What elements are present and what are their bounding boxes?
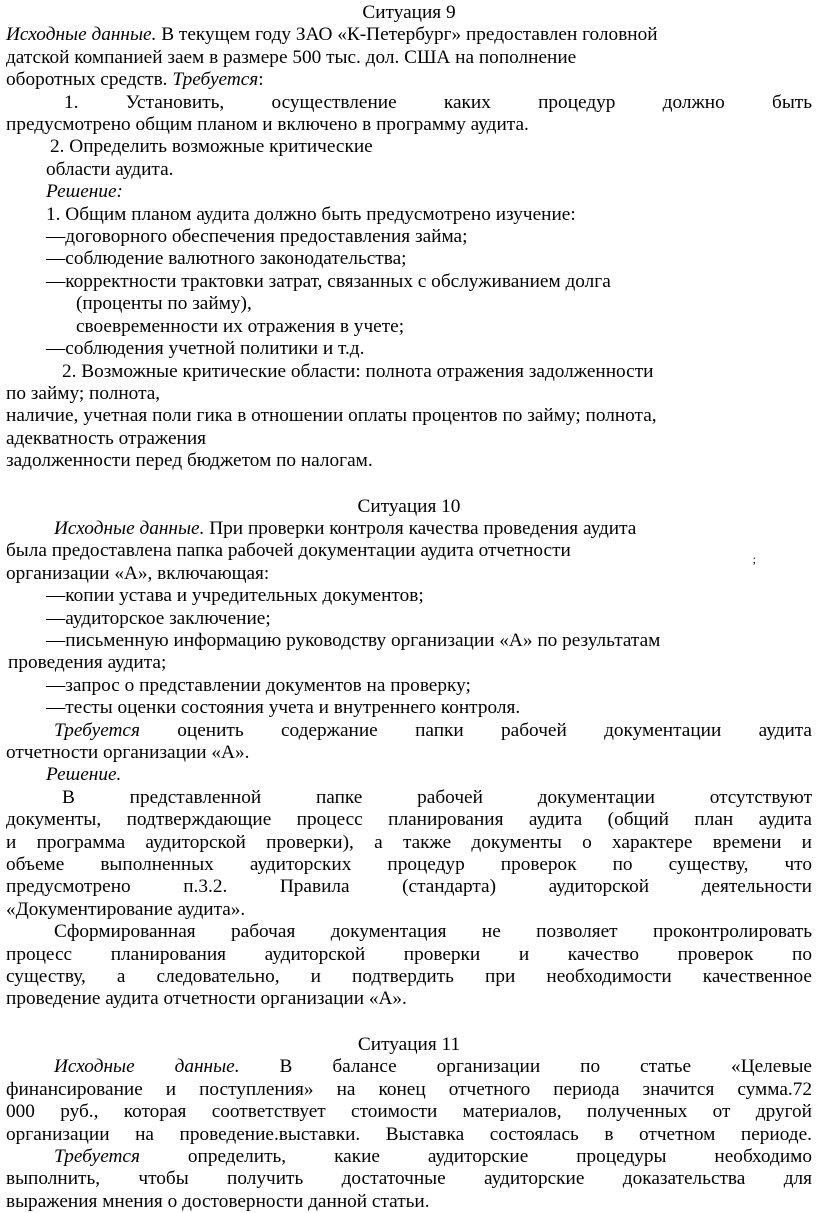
s10-para: предусмотрено п.3.2. Правила (стандарта) аудиторской деятельности [6,876,812,898]
list-item: —аудиторское заключение; [46,607,271,629]
s9-solution-1: 1. Общим планом аудита должно быть предусмотрено изучение: [46,203,576,225]
s11-line: финансирование и поступления» на конец отчетного периода значится сумма.72 [6,1078,812,1100]
list-item: —тесты оценки состояния учета и внутреннего контроля. [46,697,521,719]
s9-line: датской компанией заем в размере 500 тыс. дол. США на пополнение [6,46,577,68]
stray-mark: ; [752,552,756,566]
s11-initial-data-label: Исходные данные. [54,1056,240,1078]
s11-line: организации на проведение.выставки. Выставка состоялась в отчетном периоде. [6,1123,812,1145]
s9-line: области аудита. [46,158,174,180]
s9-task-1: 1. Установить, осуществление каких процедур должно быть [64,91,812,113]
s9-initial-data-label: Исходные данные. [6,24,157,46]
list-item: —копии устава и учредительных документов; [46,585,424,607]
list-item-continuation: проведения аудита; [8,652,167,674]
s10-solution-label: Решение. [46,764,122,786]
s11-line: Исходные данные. В балансе организации по статье «Целевые [54,1056,812,1078]
list-item: —письменную информацию руководству организации «А» по результатам [46,629,661,651]
list-item-continuation: (проценты по займу), [76,293,252,315]
list-item: —запрос о представлении документов на проверку; [46,674,471,696]
s11-line: Требуется определить, какие аудиторские процедуры необходимо [54,1145,812,1167]
s11-required-label: Требуется [54,1145,140,1167]
s10-line: организации «А», включающая: [6,562,270,584]
s9-task-2: 2. Определить возможные критические [50,136,373,158]
s10-initial-data-label: Исходные данные. [54,517,205,539]
s9-line: наличие, учетная поли гика в отношении оплаты процентов по займу; полнота, [6,405,657,427]
s10-para: проведение аудита отчетности организации «А». [6,988,407,1010]
list-item: —соблюдения учетной политики и т.д. [46,338,365,360]
situation-10-title: Ситуация 10 [357,495,461,517]
s9-line: адекватность отражения [6,427,207,449]
s11-line: 000 руб., которая соответствует стоимости материалов, полученных от другой [6,1101,812,1123]
list-item: —корректности трактовки затрат, связанных с обслуживанием долга [46,270,611,292]
s9-line: предусмотрено общим планом и включено в программу аудита. [6,114,529,136]
s10-para: существу, а следовательно, и подтвердить при необходимости качественное [6,966,812,988]
s10-line: отчетности организации «А». [6,742,250,763]
s9-line: оборотных средств. Требуется: [6,69,264,91]
s10-para: Сформированная рабочая документация не позволяет проконтролировать [54,921,812,943]
situation-9-title: Ситуация 9 [362,2,456,23]
s9-line: задолженности перед бюджетом по налогам. [6,450,373,472]
s9-required-label: Требуется [172,69,259,91]
s10-para: В представленной папке рабочей документации отсутствуют [62,786,812,808]
list-item: —соблюдение валютного законодательства; [46,248,407,270]
list-item: —договорного обеспечения предоставления займа; [46,226,468,248]
s9-line: Исходные данные. В текущем году ЗАО «К-Петербург» предоставлен головной [6,24,658,46]
s10-para: документы, подтверждающие процесс планирования аудита (общий план аудита [6,809,812,831]
s9-solution-label: Решение: [46,181,123,203]
s10-para: объеме выполненных аудиторских процедур проверок по существу, что [6,854,812,876]
s11-line: выражения мнения о достоверности данной статьи. [6,1190,430,1212]
document-page [6,2,812,1213]
s9-line: по займу; полнота, [6,382,161,404]
s10-line: Требуется оценить содержание папки рабочей документации аудита [54,719,812,741]
s10-para: «Документирование аудита». [6,898,246,920]
s10-para: процесс планирования аудиторской проверки и качество проверок по [6,943,812,965]
s11-line: выполнить, чтобы получить достаточные аудиторские доказательства для [6,1168,812,1190]
s10-line: была предоставлена папка рабочей документации аудита отчетности [6,540,571,562]
list-item-continuation: своевременности их отражения в учете; [76,315,405,337]
s10-required-label: Требуется [54,719,140,741]
s10-line: Исходные данные. При проверки контроля качества проведения аудита [54,517,637,539]
s9-solution-2: 2. Возможные критические области: полнота отражения задолженности [62,360,654,382]
s10-para: и программа аудиторской проверки), а также документы о характере времени и [6,831,812,853]
situation-11-title: Ситуация 11 [357,1033,461,1055]
